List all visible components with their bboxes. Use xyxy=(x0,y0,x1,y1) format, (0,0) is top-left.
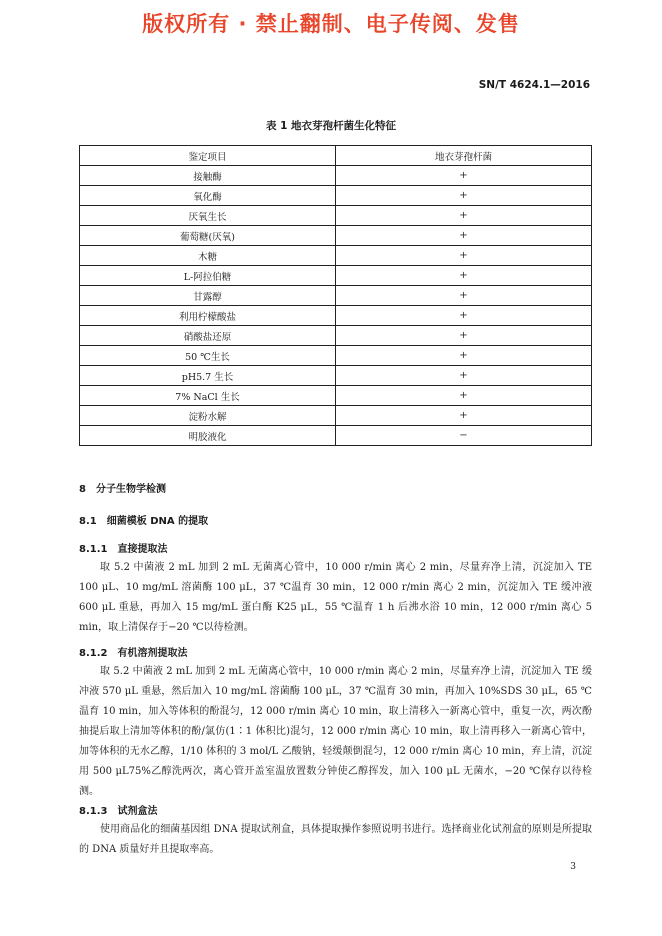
item-cell: L-阿拉伯糖 xyxy=(80,266,336,286)
result-cell: + xyxy=(336,386,592,406)
result-cell: + xyxy=(336,366,592,386)
section-number: 8.1.1 xyxy=(79,544,108,555)
section-title: 直接提取法 xyxy=(117,544,168,555)
result-cell: + xyxy=(336,226,592,246)
section-8-1-2-heading xyxy=(79,644,187,659)
result-cell: + xyxy=(336,286,592,306)
page-number: 3 xyxy=(570,862,576,872)
table-row xyxy=(80,166,592,186)
table-row xyxy=(80,246,592,266)
table-row xyxy=(80,366,592,386)
paragraph-8-1-3 xyxy=(79,820,592,860)
section-title: 细菌模板 DNA 的提取 xyxy=(106,516,209,527)
result-cell: + xyxy=(336,206,592,226)
result-cell: + xyxy=(336,346,592,366)
item-cell: 厌氧生长 xyxy=(80,206,336,226)
paragraph-text: 取 5.2 中菌液 2 mL 加到 2 mL 无菌离心管中，10 000 r/min 离心 2 min，尽量弃净上清，沉淀加入 TE 100 μL、10 mg/mL 溶菌酶 100 μL，37 ℃温育 30 min，12 000 r/min 离心 2 min，沉淀加入 TE 缓冲液 600 μL 重悬，再加入 15 mg/mL 蛋白酶 K25 μL，55 ℃温育 1 h 后沸水浴 10 min，12 000 r/min 离心 5 min，取上清保存于−20 ℃以待检测。 xyxy=(79,562,592,633)
paragraph-8-1-1 xyxy=(79,558,592,638)
table-row xyxy=(80,186,592,206)
item-cell: 葡萄糖(厌氧) xyxy=(80,226,336,246)
paragraph-text: 取 5.2 中菌液 2 mL 加到 2 mL 无菌离心管中，10 000 r/min 离心 2 min，尽量弃净上清，沉淀加入 TE 缓冲液 570 μL 重悬，然后加入 10 mg/mL 溶菌酶 100 μL，37 ℃温育 30 min，再加入 10%SDS 30 μL，65 ℃温育 10 min，加入等体积的酚混匀，12 000 r/min 离心 10 min，取上清移入一新离心管中，重复一次，两次酚抽提后取上清加等体积的酚/氯仿(1∶1 体积比)混匀，12 000 r/min 离心 10 min，取上清再移入一新离心管中，加等体积的无水乙醇，1/10 体积的 3 mol/L 乙酸钠，轻缓颠倒混匀，12 000 r/min 离心 10 min，弃上清，沉淀用 500 μL75%乙醇洗两次，离心管开盖室温放置数分钟使乙醇挥发，加入 100 μL 无菌水，−20 ℃保存以待检测。 xyxy=(79,666,592,797)
table-row xyxy=(80,206,592,226)
biochemical-table xyxy=(79,145,592,446)
item-cell: 接触酶 xyxy=(80,166,336,186)
result-cell: + xyxy=(336,306,592,326)
item-cell: pH5.7 生长 xyxy=(80,366,336,386)
item-cell: 甘露醇 xyxy=(80,286,336,306)
result-cell: + xyxy=(336,266,592,286)
copyright-watermark: 版权所有 · 禁止翻制、电子传阅、发售 xyxy=(142,12,520,36)
result-cell: − xyxy=(336,426,592,446)
standard-number: SN/T 4624.1—2016 xyxy=(478,79,590,91)
section-8-1-1-heading xyxy=(79,540,167,555)
table-row xyxy=(80,266,592,286)
item-cell: 7% NaCl 生长 xyxy=(80,386,336,406)
header-species: 地衣芽孢杆菌 xyxy=(336,146,592,166)
table-row xyxy=(80,426,592,446)
section-number: 8.1.2 xyxy=(79,648,108,659)
item-cell: 硝酸盐还原 xyxy=(80,326,336,346)
table-row xyxy=(80,406,592,426)
result-cell: + xyxy=(336,186,592,206)
item-cell: 明胶液化 xyxy=(80,426,336,446)
table-row xyxy=(80,226,592,246)
table-row xyxy=(80,346,592,366)
table-row xyxy=(80,386,592,406)
table-caption: 表 1 地衣芽孢杆菌生化特征 xyxy=(265,120,397,132)
item-cell: 50 ℃生长 xyxy=(80,346,336,366)
section-number: 8.1 xyxy=(79,516,97,527)
section-8-1-3-heading xyxy=(79,802,157,817)
table-row xyxy=(80,306,592,326)
paragraph-text: 使用商品化的细菌基因组 DNA 提取试剂盒，具体提取操作参照说明书进行。选择商业化试剂盒的原则是所提取的 DNA 质量好并且提取率高。 xyxy=(79,824,592,855)
item-cell: 木糖 xyxy=(80,246,336,266)
section-number: 8 xyxy=(79,484,86,495)
table-row xyxy=(80,326,592,346)
result-cell: + xyxy=(336,166,592,186)
section-title: 试剂盒法 xyxy=(117,806,158,817)
result-cell: + xyxy=(336,246,592,266)
header-item: 鉴定项目 xyxy=(80,146,336,166)
item-cell: 利用柠檬酸盐 xyxy=(80,306,336,326)
item-cell: 淀粉水解 xyxy=(80,406,336,426)
item-cell: 氧化酶 xyxy=(80,186,336,206)
section-8-1-heading xyxy=(79,512,208,527)
table-header-row xyxy=(80,146,592,166)
section-number: 8.1.3 xyxy=(79,806,108,817)
section-title: 有机溶剂提取法 xyxy=(117,648,188,659)
section-8-heading xyxy=(79,480,166,495)
result-cell: + xyxy=(336,326,592,346)
table-row xyxy=(80,286,592,306)
result-cell: + xyxy=(336,406,592,426)
section-title: 分子生物学检测 xyxy=(95,484,166,495)
paragraph-8-1-2 xyxy=(79,662,592,802)
